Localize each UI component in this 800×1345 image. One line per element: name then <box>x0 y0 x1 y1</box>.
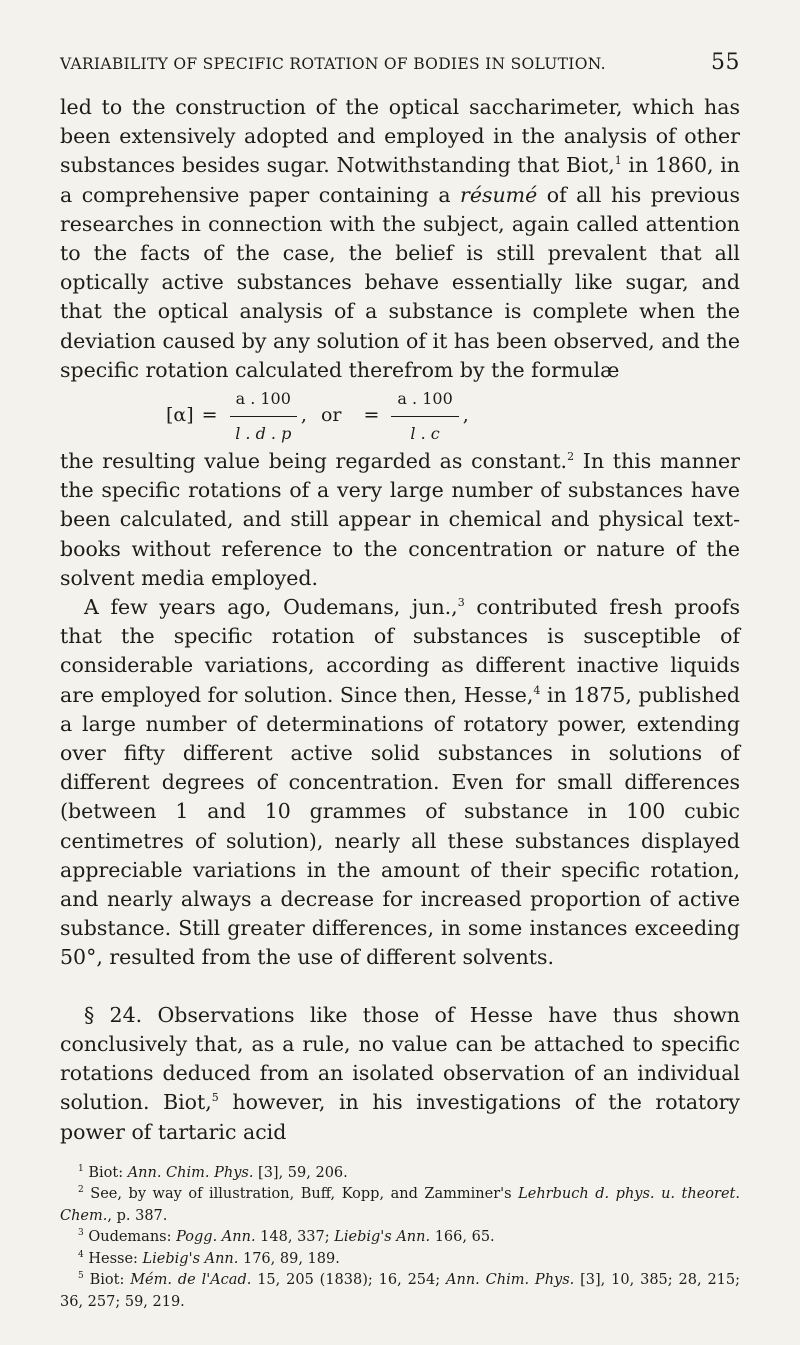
fraction-1-denominator: l . d . p <box>235 423 292 443</box>
paragraph-4: § 24. Observations like those of Hesse have thus shown conclusively that, as a rule, no value can be attached to specific rotations deduced from an isolated observation of an individual solution. Biot,$^5$ however, in his investigations of the rotatory power of tartaric acid <box>60 1002 740 1144</box>
formula-comma-1: , <box>300 404 307 427</box>
paragraph-2: the resulting value being regarded as constant.$^2$ In this manner the specific rotations of a very large number of substances have been calculated, and still appear in chemical and physical text-books without reference to the concentration or nature of the solvent media employed. <box>60 449 740 590</box>
formula-lhs: [α] <box>166 404 194 427</box>
formula-equals-1: = <box>201 404 218 427</box>
fraction-1-numerator: a . 100 <box>230 384 297 416</box>
footnote-5: $^5$ Biot: Mém. de l'Acad. 15, 205 (1838); 16, 254; Ann. Chim. Phys. [3], 10, 385; 28, 215; 36, 257; 59, 219. <box>60 1271 741 1310</box>
footnote-ref-2: 2 <box>567 450 575 464</box>
book-page <box>60 50 740 1313</box>
formula-fraction-2 <box>391 384 458 447</box>
fraction-2-numerator: a . 100 <box>391 384 458 416</box>
footnote-3: $^3$ Oudemans: Pogg. Ann. 148, 337; Liebig's Ann. 166, 65. <box>78 1228 495 1246</box>
running-head <box>60 50 740 75</box>
page-number: 55 <box>711 50 740 75</box>
formula-comma-2: , <box>462 404 469 427</box>
paragraph-1: led to the construction of the optical saccharimeter, which has been extensively adopted and employed in the analysis of other substances besides sugar. Notwithstanding that Biot,$^1$ in 1860, in a comprehensive paper containing a résumé of all his previous researches in connection with the subject, again called attention to the facts of the case, the belief is still prevalent that all optically active substances behave essentially like sugar, and that the optical analysis of a substance is complete when the deviation caused by any solution of it has been observed, and the specific rotation calculated therefrom by the formulæ <box>60 95 740 382</box>
body-text <box>60 93 740 1147</box>
italic-resume: résumé <box>460 182 538 207</box>
footnote-ref-4: 4 <box>533 683 541 697</box>
footnote-2: $^2$ See, by way of illustration, Buff, Kopp, and Zamminer's Lehrbuch d. phys. u. theoret. Chem., p. 387. <box>60 1185 740 1224</box>
fraction-2-denominator: l . c <box>410 423 440 443</box>
section-gap <box>60 973 740 1001</box>
footnotes <box>60 1163 740 1314</box>
formula-fraction-1 <box>230 384 297 447</box>
footnote-ref-3: 3 <box>457 596 465 610</box>
paragraph-3: A few years ago, Oudemans, jun.,$^3$ contributed fresh proofs that the specific rotation of substances is susceptible of considerable variations, according as different inactive liquids are employed for solution. Since then, Hesse,$^4$ in 1875, published a large number of determinations of rotatory power, extending over fifty different active solid substances in solutions of different degrees of concentration. Even for small differences (between 1 and 10 grammes of substance in 100 cubic centimetres of solution), nearly all these substances displayed appreciable variations in the amount of their specific rotation, and nearly always a decrease for increased proportion of active substance. Still greater differences, in some instances exceeding 50°, resulted from the use of different solvents. <box>60 595 740 970</box>
formula <box>166 385 740 447</box>
formula-or: or <box>320 404 342 427</box>
running-title: VARIABILITY OF SPECIFIC ROTATION OF BODIES IN SOLUTION. <box>60 55 606 73</box>
footnote-ref-1: 1 <box>614 154 622 168</box>
footnote-4: $^4$ Hesse: Liebig's Ann. 176, 89, 189. <box>78 1249 340 1267</box>
formula-equals-2: = <box>363 404 380 427</box>
footnote-ref-5: 5 <box>211 1091 219 1105</box>
footnote-1: $^1$ Biot: Ann. Chim. Phys. [3], 59, 206. <box>78 1163 348 1181</box>
